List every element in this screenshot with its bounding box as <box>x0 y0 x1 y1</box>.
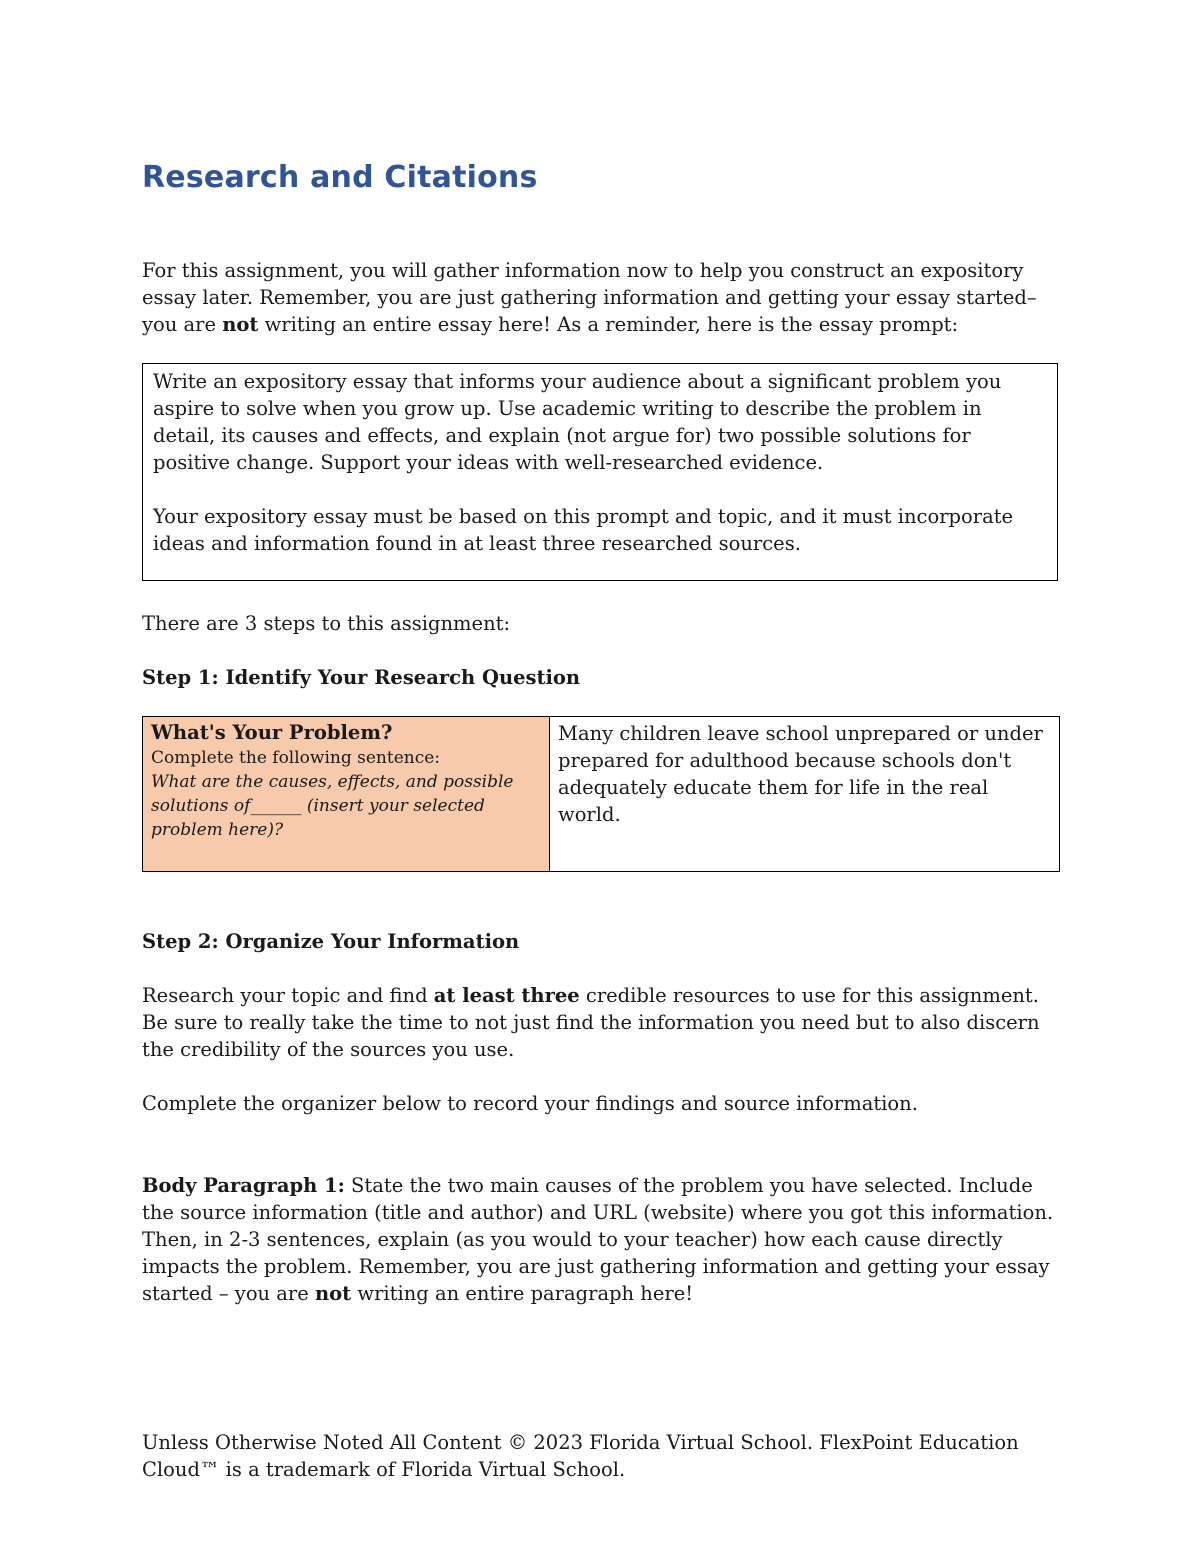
answer-text: Many children leave school unprepared or under prepared for adulthood because schools don't adequately educate them for life in the real world. <box>558 722 1043 826</box>
question-prompt: What are the causes, effects, and possible solutions of______ (insert your selected problem here)? <box>151 772 514 840</box>
organizer-instruction: Complete the organizer below to record your findings and source information. <box>142 1092 918 1115</box>
answer-cell[interactable] <box>550 717 1060 872</box>
step1-heading: Step 1: Identify Your Research Question <box>142 666 581 689</box>
body1-bold: not <box>315 1282 352 1305</box>
question-cell <box>143 717 550 872</box>
body1-label: Body Paragraph 1: <box>142 1174 345 1197</box>
intro-paragraph <box>142 257 1060 338</box>
essay-prompt-box <box>142 363 1058 581</box>
research-text-2: credible resources to use for this assignment. Be sure to really take the time to not just find the information you need but to also discern the credibility of the sources you use. <box>142 984 1040 1061</box>
intro-text-1: For this assignment, you will gather information now to help you construct an expository essay later. Remember, you are just gathering information and getting your essay started–you are <box>142 259 1037 336</box>
intro-text-2: writing an entire essay here! As a reminder, here is the essay prompt: <box>258 313 959 336</box>
copyright-footer: Unless Otherwise Noted All Content © 2023 Florida Virtual School. FlexPoint Education Cloud™ is a trademark of Florida Virtual School. <box>142 1431 1019 1481</box>
body1-text-1: State the two main causes of the problem you have selected. Include the source information (title and author) and URL (website) where you got this information. Then, in 2-3 sentences, explain (as you would to your teacher) how each cause directly impacts the problem. Remember, you are just gathering information and getting your essay started – you are <box>142 1174 1054 1305</box>
research-bold: at least three <box>433 984 580 1007</box>
body-paragraph-1-instructions <box>142 1172 1060 1307</box>
prompt-paragraph-1: Write an expository essay that informs your audience about a significant problem you aspire to solve when you grow up. Use academic writing to describe the problem in detail, its causes and effects, and explain (not argue for) two possible solutions for positive change. Support your ideas with well-researched evidence. <box>153 370 1002 474</box>
question-instruction: Complete the following sentence: <box>151 748 441 768</box>
research-question-table <box>142 716 1060 872</box>
intro-bold: not <box>222 313 259 336</box>
prompt-paragraph-2: Your expository essay must be based on this prompt and topic, and it must incorporate ideas and information found in at least three researched sources. <box>153 505 1014 555</box>
step2-heading: Step 2: Organize Your Information <box>142 930 520 953</box>
steps-intro: There are 3 steps to this assignment: <box>142 612 511 635</box>
question-title: What's Your Problem? <box>151 721 393 744</box>
body1-text-2: writing an entire paragraph here! <box>351 1282 694 1305</box>
research-paragraph <box>142 982 1060 1063</box>
research-text-1: Research your topic and find <box>142 984 434 1007</box>
page-title: Research and Citations <box>142 160 538 195</box>
